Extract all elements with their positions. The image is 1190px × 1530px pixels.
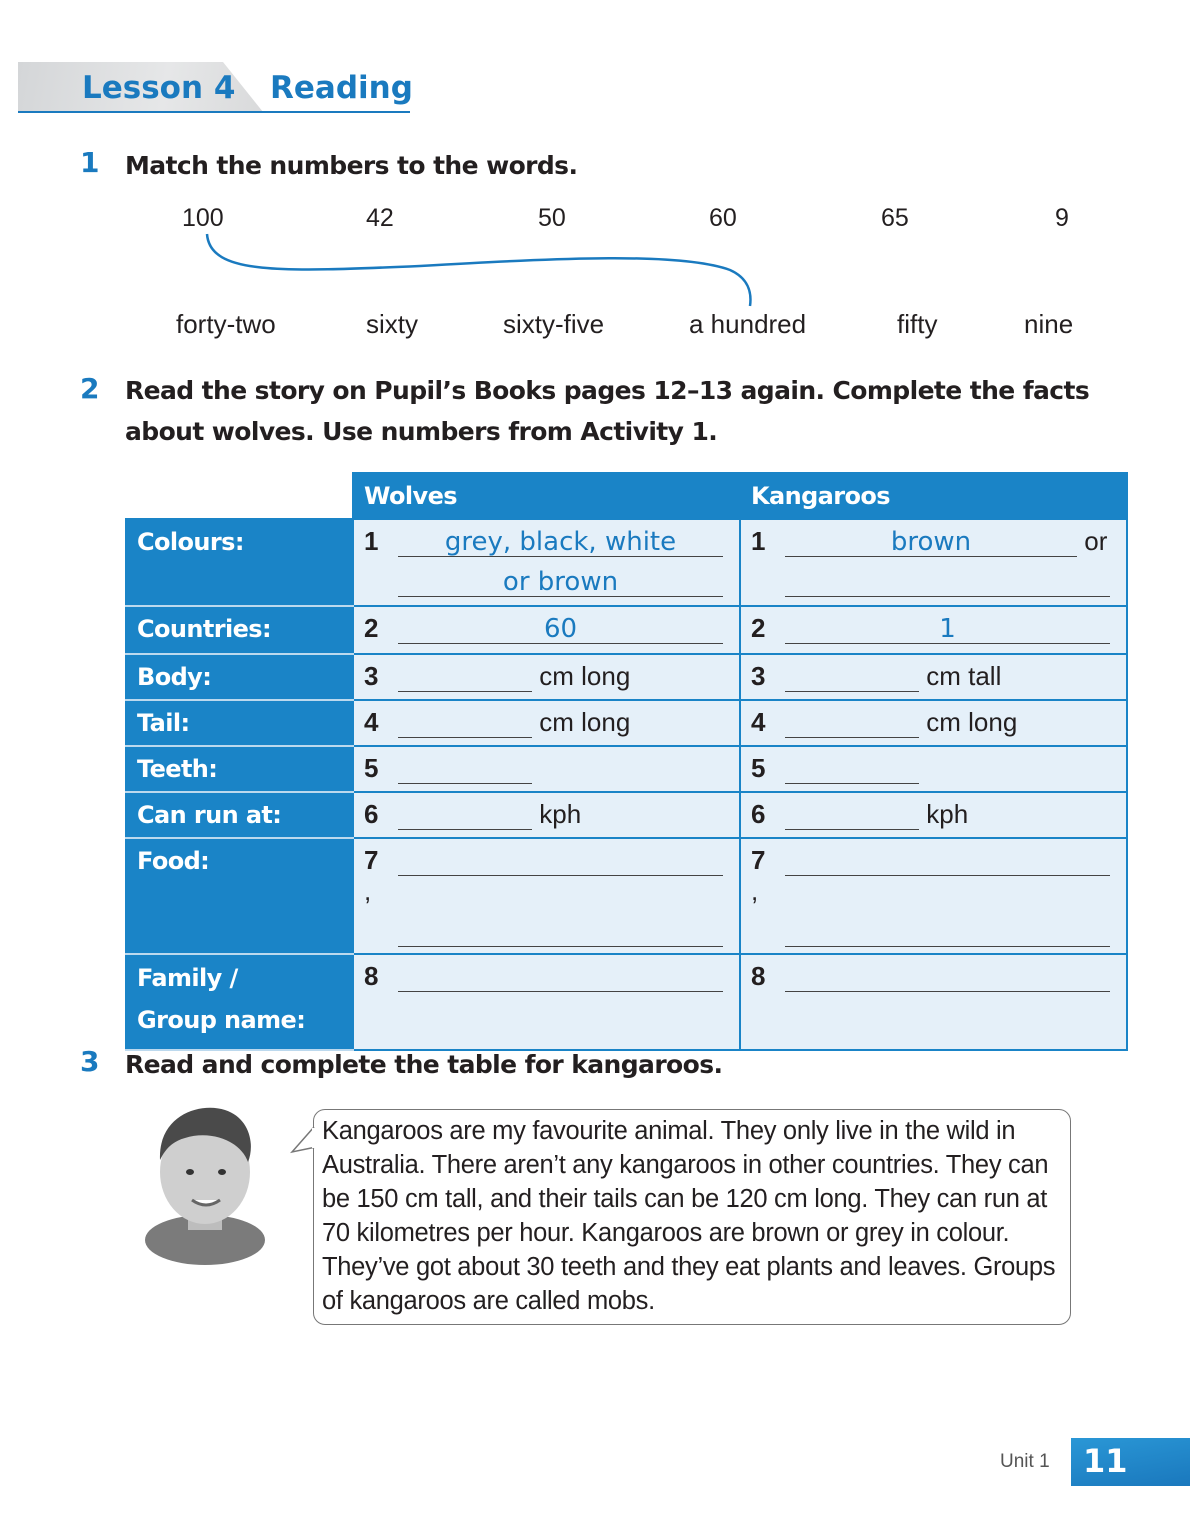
row-label: Teeth: — [126, 746, 353, 792]
answer-field[interactable] — [398, 919, 723, 947]
answer-field[interactable]: 1 — [785, 616, 1110, 644]
item-number: 3 — [364, 661, 379, 691]
answer-field[interactable] — [785, 848, 1110, 876]
item-number: 4 — [751, 707, 766, 737]
word-item[interactable]: sixty — [366, 309, 418, 339]
row-label: Colours: — [126, 519, 353, 606]
col-header-kangaroos: Kangaroos — [740, 473, 1127, 519]
number-item[interactable]: 9 — [1055, 204, 1069, 232]
answer-field[interactable] — [785, 710, 919, 738]
answer-field[interactable]: grey, black, white — [398, 529, 723, 557]
or-text: or — [1084, 526, 1108, 556]
answer-field[interactable] — [398, 756, 532, 784]
row-label: Tail: — [126, 700, 353, 746]
q3-instruction: Read and complete the table for kangaroos. — [125, 1050, 723, 1079]
unit-text: cm long — [926, 707, 1018, 737]
item-number: 6 — [364, 799, 379, 829]
answer-field[interactable] — [785, 664, 919, 692]
answer-field[interactable] — [398, 710, 532, 738]
row-label — [126, 954, 353, 1050]
unit-text: cm tall — [926, 661, 1002, 691]
item-number: 1 — [751, 526, 766, 556]
match-line — [0, 0, 1190, 340]
speech-bubble: Kangaroos are my favourite animal. They only live in the wild in Australia. There aren’t any kangaroos in other countries. They can be 150 cm tall, and their tails can be 120 cm long. They can run at 70 kilometres per hour. Kangaroos are brown or grey in colour. They’ve got about 30 teeth and they eat plants and leaves. Groups of kangaroos are called mobs. — [313, 1109, 1071, 1325]
q1-number: 1 — [80, 146, 100, 179]
answer-field[interactable]: or brown — [398, 569, 723, 597]
number-item[interactable]: 60 — [709, 204, 737, 232]
comma: , — [364, 876, 372, 906]
item-number: 3 — [751, 661, 766, 691]
answer-field[interactable] — [398, 848, 723, 876]
row-label: Can run at: — [126, 792, 353, 838]
word-item[interactable]: forty-two — [176, 309, 276, 339]
col-header-wolves: Wolves — [353, 473, 740, 519]
number-item[interactable]: 65 — [881, 204, 909, 232]
unit-label: Unit 1 — [1000, 1451, 1050, 1472]
item-number: 5 — [364, 753, 379, 783]
row-label: Food: — [126, 838, 353, 954]
q2-instruction — [125, 370, 1089, 452]
answer-field[interactable] — [785, 569, 1110, 597]
section-title: Reading — [270, 70, 413, 106]
item-number: 8 — [751, 961, 766, 991]
item-number: 1 — [364, 526, 379, 556]
row-label-line1: Family / — [137, 964, 238, 992]
answer-field[interactable] — [398, 964, 723, 992]
number-item[interactable]: 50 — [538, 204, 566, 232]
item-number: 5 — [751, 753, 766, 783]
comma: , — [751, 876, 759, 906]
unit-text: cm long — [539, 661, 631, 691]
row-label: Countries: — [126, 606, 353, 654]
lesson-label: Lesson 4 — [82, 70, 236, 106]
item-number: 2 — [751, 613, 766, 643]
unit-text: cm long — [539, 707, 631, 737]
item-number: 2 — [364, 613, 379, 643]
answer-field[interactable] — [398, 802, 532, 830]
q1-instruction: Match the numbers to the words. — [125, 151, 578, 180]
answer-field[interactable] — [785, 756, 919, 784]
unit-text: kph — [539, 799, 582, 829]
row-label: Body: — [126, 654, 353, 700]
item-number: 7 — [364, 845, 379, 875]
page-number: 11 — [1071, 1438, 1190, 1486]
item-number: 6 — [751, 799, 766, 829]
item-number: 4 — [364, 707, 379, 737]
boy-photo — [140, 1100, 275, 1265]
answer-field[interactable] — [785, 964, 1110, 992]
q2-instruction-line1: Read the story on Pupil’s Books pages 12–13 again. Complete the facts — [125, 376, 1090, 405]
row-label-line2: Group name: — [137, 1006, 306, 1034]
word-item[interactable]: a hundred — [689, 309, 807, 339]
answer-field[interactable]: brown — [785, 529, 1077, 557]
number-item[interactable]: 42 — [366, 204, 394, 232]
answer-field[interactable] — [785, 802, 919, 830]
item-number: 8 — [364, 961, 379, 991]
facts-table — [125, 472, 1128, 1051]
item-number: 7 — [751, 845, 766, 875]
word-item[interactable]: sixty-five — [503, 309, 605, 339]
unit-text: kph — [926, 799, 969, 829]
word-item[interactable]: fifty — [897, 309, 938, 339]
bubble-gap — [312, 1128, 318, 1148]
answer-field[interactable] — [785, 919, 1110, 947]
answer-field[interactable] — [398, 664, 532, 692]
number-item[interactable]: 100 — [182, 204, 224, 232]
q2-instruction-line2: about wolves. Use numbers from Activity 1. — [125, 417, 718, 446]
answer-field[interactable]: 60 — [398, 616, 723, 644]
word-item[interactable]: nine — [1024, 309, 1074, 339]
q3-number: 3 — [80, 1045, 100, 1078]
q2-number: 2 — [80, 372, 100, 405]
